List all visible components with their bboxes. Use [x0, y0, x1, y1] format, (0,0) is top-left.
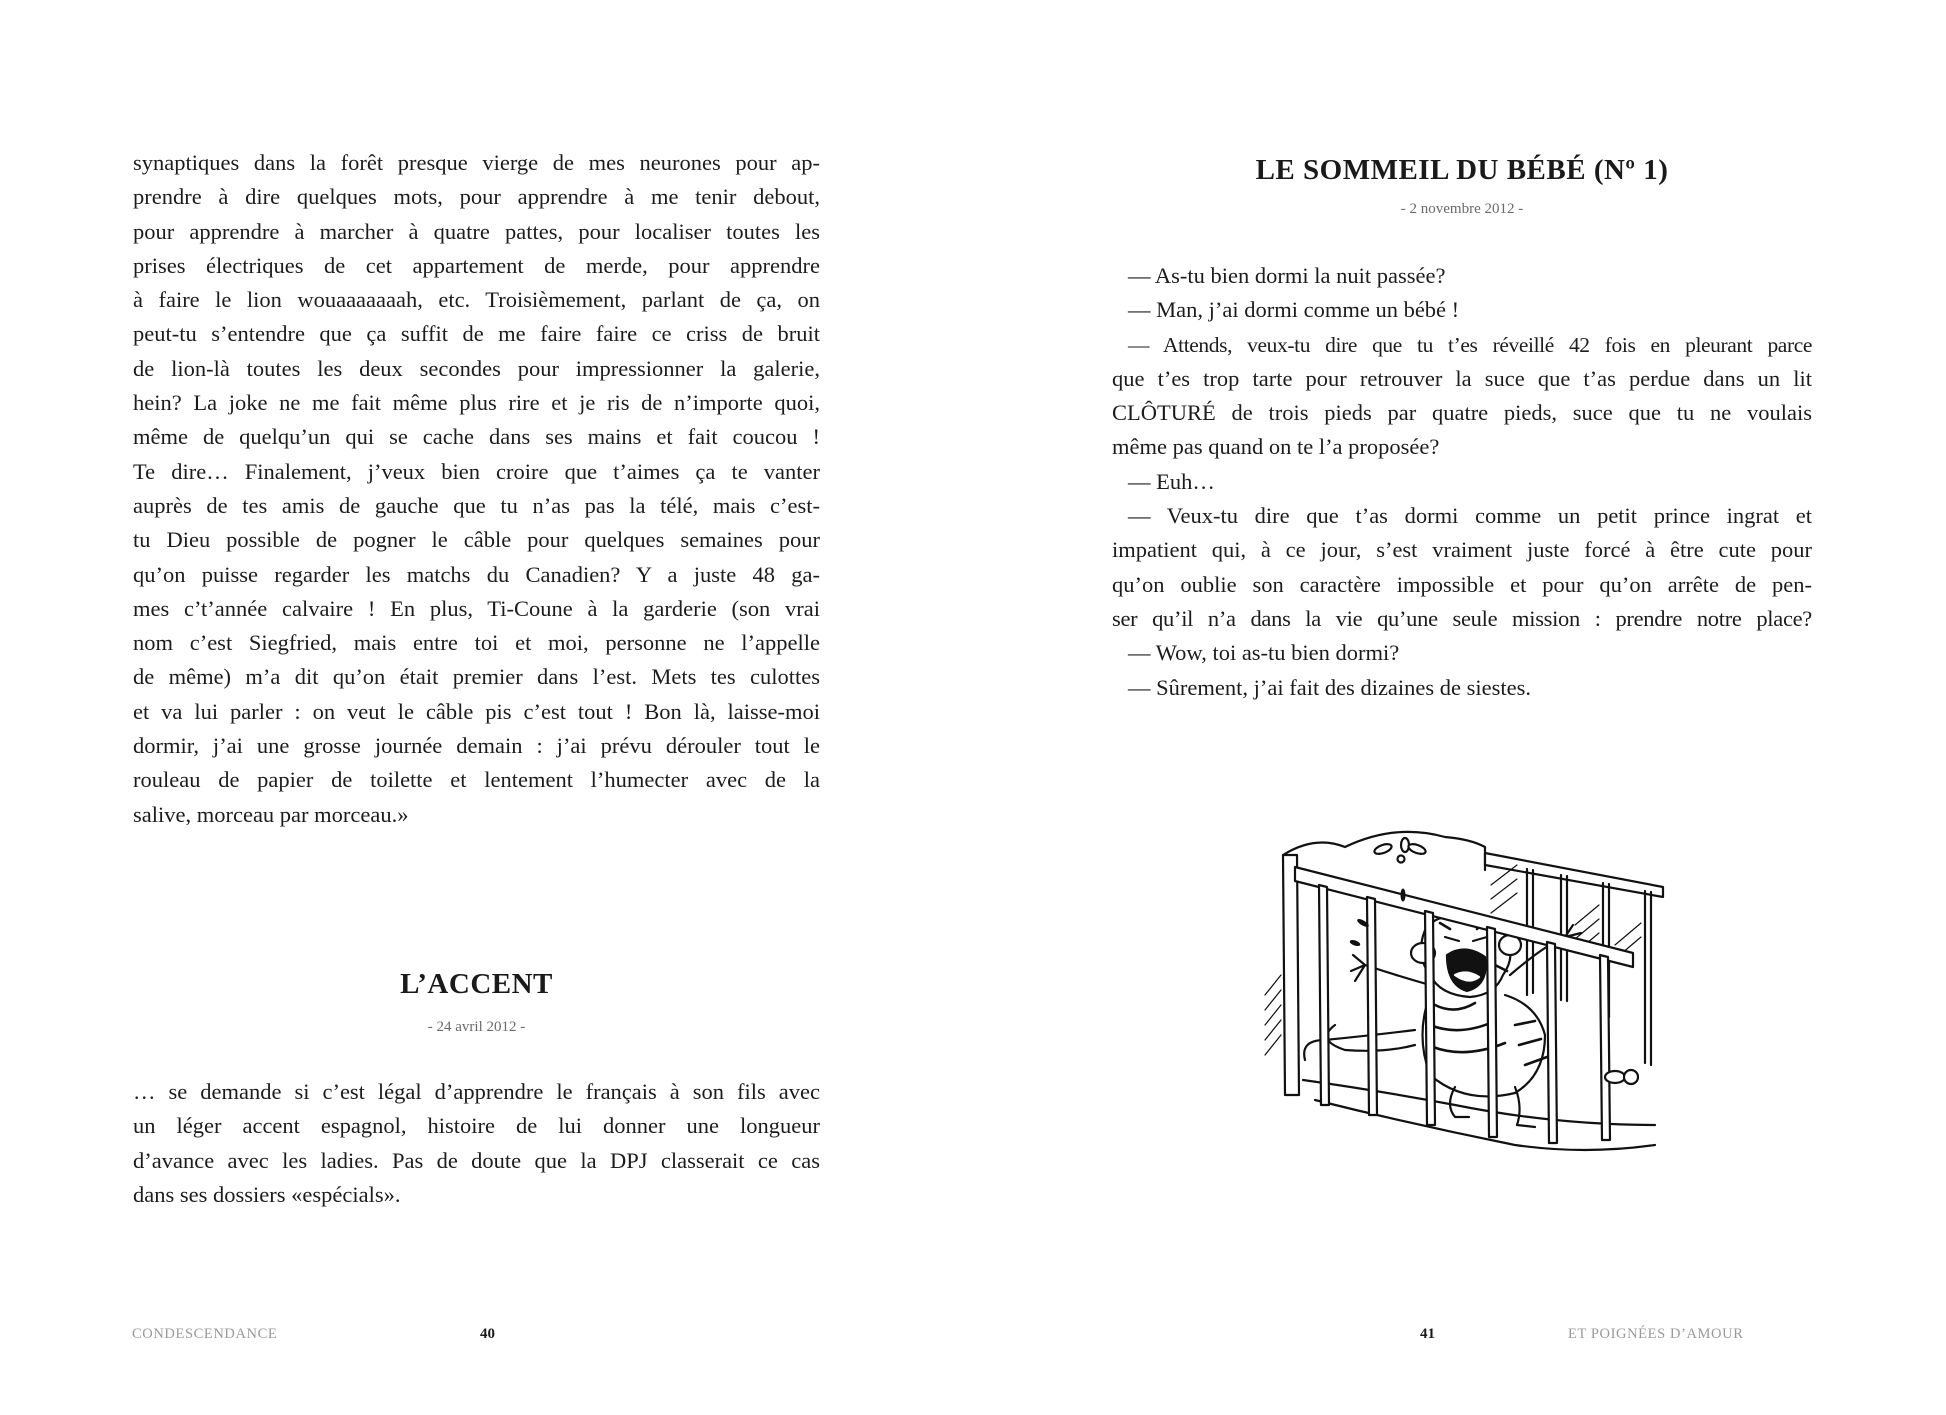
tiger-cub-crying-in-crib-illustration — [1255, 825, 1675, 1170]
dialogue-body — [1112, 259, 1812, 705]
text-line: rouleau de papier de toilette et lentement l’humecter avec de la — [133, 767, 820, 793]
section-date: - 2 novembre 2012 - — [1400, 201, 1524, 217]
right-page — [973, 0, 1946, 1415]
running-footer-title: CONDESCENDANCE — [132, 1326, 278, 1342]
running-footer-title: ET POIGNÉES D’AMOUR — [1568, 1326, 1744, 1342]
flower-ornament-icon — [1373, 838, 1427, 863]
dialogue-line: — Man, j’ai dormi comme un bébé ! — [1128, 297, 1460, 323]
dialogue-line: ser qu’il n’a dans la vie qu’une seule mission : prendre notre place? — [1112, 605, 1812, 631]
text-line: pour apprendre à marcher à quatre pattes, pour localiser toutes les — [133, 218, 820, 244]
dialogue-line: que t’es trop tarte pour retrouver la suce que t’as perdue dans un lit — [1112, 365, 1812, 391]
text-line: dormir, j’ai une grosse journée demain : j’ai prévu dérouler tout le — [133, 733, 820, 759]
dialogue-line: même pas quand on te l’a proposée? — [1112, 434, 1440, 460]
dialogue-line: — Veux-tu dire que t’as dormi comme un petit prince ingrat et — [1128, 503, 1812, 529]
text-line: tu Dieu possible de pogner le câble pour quelques semaines pour — [133, 527, 820, 553]
dialogue-line: — Sûrement, j’ai fait des dizaines de siestes. — [1128, 674, 1532, 700]
crib-headboard-post — [1283, 855, 1299, 1095]
dialogue-line: impatient qui, à ce jour, s’est vraiment juste forcé à être cute pour — [1112, 537, 1812, 563]
section-date: - 24 avril 2012 - — [427, 1019, 526, 1035]
text-line: synaptiques dans la forêt presque vierge de mes neurones pour ap- — [133, 150, 820, 175]
text-line: Te dire… Finalement, j’veux bien croire que t’aimes ça te vanter — [133, 458, 820, 484]
text-line: même de quelqu’un qui se cache dans ses mains et fait coucou ! — [133, 424, 820, 450]
page-number: 40 — [480, 1326, 495, 1342]
text-line: mes c’t’année calvaire ! En plus, Ti-Coune à la garderie (son vrai — [133, 595, 820, 621]
text-line: d’avance avec les ladies. Pas de doute que la DPJ classerait ce cas — [133, 1147, 820, 1173]
crib-back-rail — [1485, 853, 1663, 897]
section-title-sommeil-du-bebe: LE SOMMEIL DU BÉBÉ (Nº 1) — [1255, 154, 1669, 186]
text-line: hein? La joke ne me fait même plus rire et je ris de n’importe quoi, — [133, 390, 820, 416]
text-line: auprès de tes amis de gauche que tu n’as pas la télé, mais c’est- — [133, 492, 820, 518]
text-line: qu’on puisse regarder les matchs du Canadien? Y a juste 48 ga- — [133, 561, 820, 587]
dialogue-line: CLÔTURÉ de trois pieds par quatre pieds, suce que tu ne voulais — [1112, 400, 1812, 426]
text-line: prendre à dire quelques mots, pour apprendre à me tenir debout, — [133, 184, 820, 210]
tiger-cub — [1327, 916, 1581, 1127]
section-title-laccent: L’ACCENT — [400, 968, 553, 1000]
section-body — [133, 1075, 820, 1212]
text-line: de même) m’a dit qu’on était premier dans l’est. Mets tes culottes — [133, 664, 820, 690]
page-number: 41 — [1420, 1326, 1435, 1342]
text-line: … se demande si c’est légal d’apprendre le français à son fils avec — [133, 1079, 820, 1104]
text-line: prises électriques de cet appartement de merde, pour apprendre — [133, 252, 820, 278]
text-line: un léger accent espagnol, histoire de lui donner une longueur — [133, 1113, 820, 1139]
pacifier-icon — [1605, 1070, 1638, 1084]
text-line: et va lui parler : on veut le câble pis c’est tout ! Bon là, laisse-moi — [133, 698, 820, 724]
dialogue-line: — Euh… — [1128, 468, 1215, 494]
text-line: de lion-là toutes les deux secondes pour impressionner la galerie, — [133, 355, 820, 381]
text-line: peut-tu s’entendre que ça suffit de me faire faire ce criss de bruit — [133, 321, 820, 347]
continued-paragraph — [133, 146, 820, 832]
dialogue-line: — As-tu bien dormi la nuit passée? — [1128, 263, 1446, 288]
dialogue-line: — Wow, toi as-tu bien dormi? — [1128, 640, 1400, 666]
text-line: nom c’est Siegfried, mais entre toi et moi, personne ne l’appelle — [133, 630, 820, 656]
dialogue-line: qu’on oublie son caractère impossible et pour qu’on arrête de pen- — [1112, 571, 1812, 597]
text-line: salive, morceau par morceau.» — [133, 801, 409, 827]
text-line: à faire le lion wouaaaaaaah, etc. Troisièmement, parlant de ça, on — [133, 287, 820, 313]
text-line: dans ses dossiers «espécials». — [133, 1181, 401, 1207]
dialogue-line: — Attends, veux-tu dire que tu t’es réveillé 42 fois en pleurant parce — [1128, 332, 1812, 357]
